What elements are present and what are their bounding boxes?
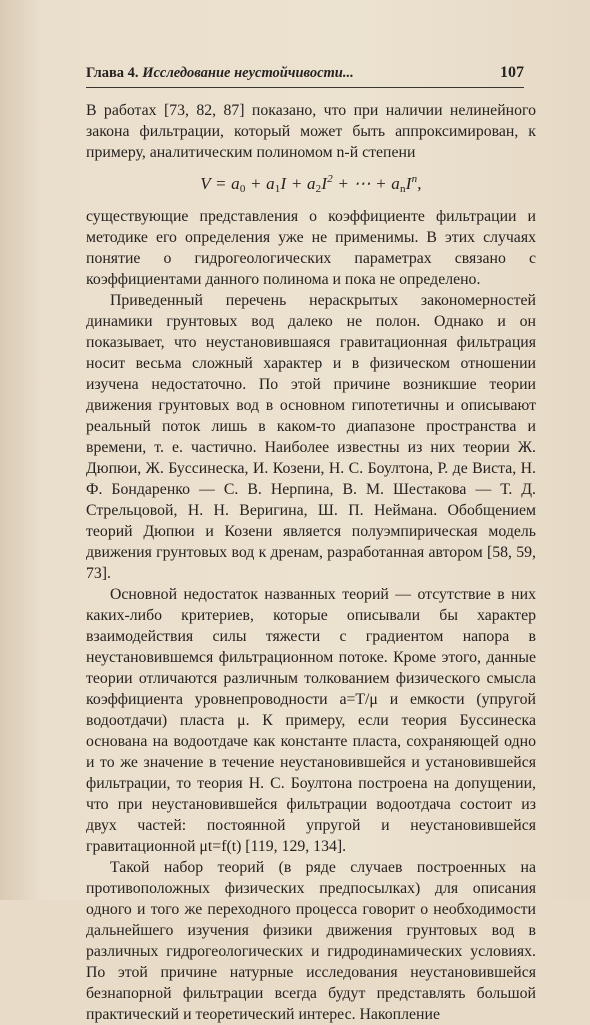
paragraph-5: Такой набор теорий (в ряде случаев построенных на противоположных физических предпосылках) для описания одного и того же переходного процесса говорит о необходимости дальнейшего изучения физики движения грунтовых вод в различных гидрогеологических и гидродинамических условиях. По этой причине натурные исследования неустановившейся безнапорной фильтрации всегда будут представлять большой практический и теоретический интерес. Накопление <box>86 859 536 1023</box>
page-body <box>86 100 536 1025</box>
header-title <box>86 65 354 82</box>
formula-plus-1: + <box>249 174 262 193</box>
formula-sn: n <box>400 183 406 195</box>
formula-pn: n <box>411 173 418 185</box>
formula-plus-3: + <box>337 174 350 193</box>
formula-a0: a <box>231 174 240 193</box>
formula-I1: I <box>280 174 287 193</box>
paragraph-1: В работах [73, 82, 87] показано, что при наличии нелинейного закона фильтрации, который может быть аппроксимирован, к примеру, аналитическим полиномом n-й степени <box>86 102 536 161</box>
paragraph-4: Основной недостаток названных теорий — отсутствие в них каких-либо критериев, которые описывали бы характер взаимодействия силы тяжести с градиентом напора в неустановившемся фильтрационном потоке. Кроме этого, данные теории отличаются различным толкованием физического смысла коэффициента уровнепроводности a=T/μ и емкости (упругой водоотдачи) пласта μ. К примеру, если теория Буссинеска основана на водоотдаче как константе пласта, сохраняющей одно и то же значение в течение неустановившейся и установившейся фильтрации, то теория Н. С. Боултона построена на допущении, что при неустановившейся фильтрации водоотдача состоит из двух частей: постоянной упругой и неустановившейся гравитационной μt=f(t) [119, 129, 134]. <box>86 586 536 855</box>
formula-dots: ⋯ <box>353 174 371 193</box>
running-header <box>86 64 524 88</box>
formula-I2: I <box>321 174 328 193</box>
formula-an: a <box>391 174 400 193</box>
formula-lhs: V <box>200 174 211 193</box>
formula-s0: 0 <box>239 183 246 195</box>
formula-s1: 1 <box>274 183 281 195</box>
formula-a1: a <box>266 174 275 193</box>
formula-In: I <box>405 174 412 193</box>
formula-comma: , <box>417 174 422 193</box>
formula-polynomial <box>86 169 536 200</box>
formula-eq: = <box>214 174 227 193</box>
paragraph-3: Приведенный перечень нераскрытых закономерностей динамики грунтовых вод далеко не полон. Однако и он показывает, что неустановившаяся гравитационная фильтрация носит весьма сложный характер и в физическом отношении изучена недостаточно. По этой причине возникшие теории движения грунтовых вод в основном гипотетичны и описывают реальный поток лишь в каком-то диапазоне пространства и времени, т. е. частично. Наиболее известны из них теории Ж. Дюпюи, Ж. Буссинеска, И. Козени, Н. С. Боултона, Р. де Виста, Н. Ф. Бондаренко — С. В. Нерпина, В. М. Шестакова — Т. Д. Стрельцовой, Н. Н. Веригина, Ш. П. Неймана. Обобщением теорий Дюпюи и Козени является полуэмпирическая модель движения грунтовых вод к дренам, разработанная автором [58, 59, 73]. <box>86 292 536 582</box>
page-number: 107 <box>500 64 524 81</box>
paragraph-2: существующие представления о коэффициенте фильтрации и методике его определения уже не применимы. В этих случаях понятие о гидрогеологических параметрах связано с коэффициентами данного полинома и пока не определено. <box>86 208 536 288</box>
chapter-label: Глава 4. <box>86 65 139 81</box>
formula-s2: 2 <box>315 183 322 195</box>
formula-p2: 2 <box>327 173 333 185</box>
chapter-title: Исследование неустойчивости... <box>142 65 354 81</box>
formula-plus-4: + <box>375 174 387 193</box>
formula-plus-2: + <box>290 174 303 193</box>
formula-a2: a <box>306 174 316 193</box>
